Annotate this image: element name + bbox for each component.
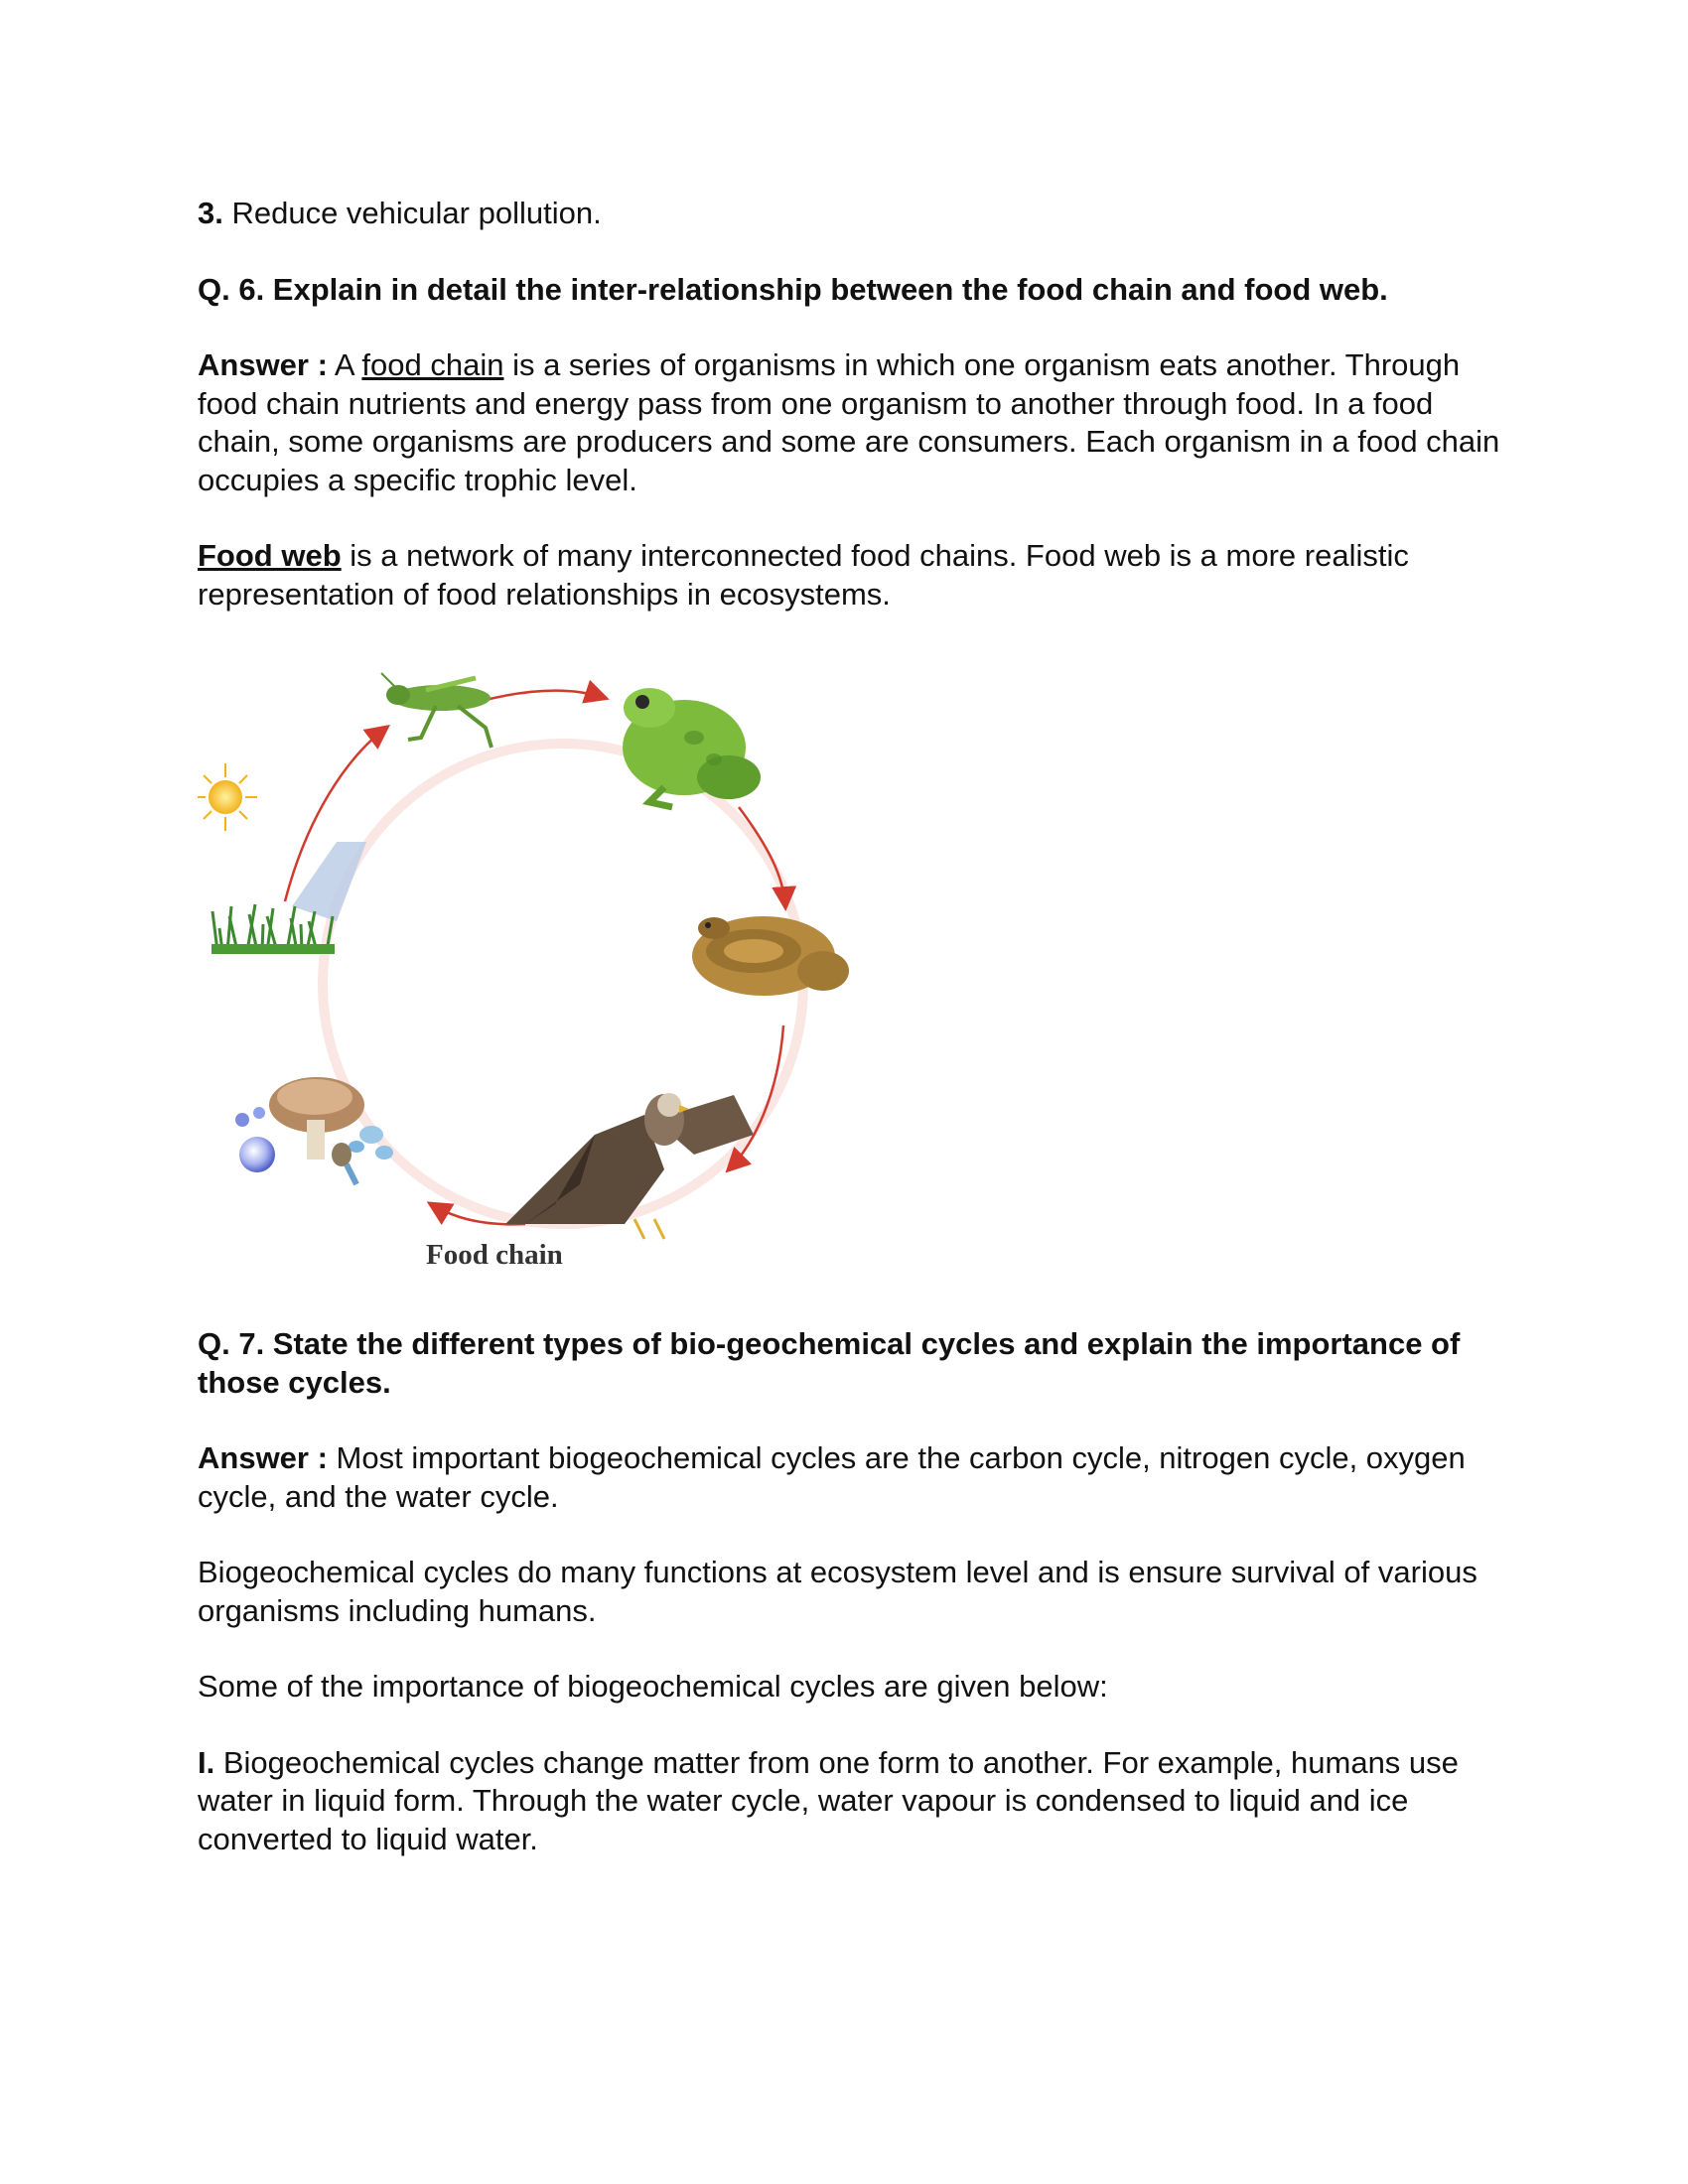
- answer-6-paragraph: [198, 346, 1508, 499]
- food-chain-link[interactable]: food chain: [361, 347, 504, 382]
- food-chain-diagram: [198, 668, 913, 1264]
- item-text: Reduce vehicular pollution.: [222, 196, 602, 230]
- item-number: I.: [198, 1744, 215, 1780]
- figure-caption: Food chain: [426, 1239, 563, 1271]
- list-item-3: [198, 195, 1508, 233]
- snake-icon: [692, 916, 849, 996]
- item-text: Biogeochemical cycles change matter from one form to another. For example, humans use water in liquid form. Through the water cycle, water vapour is condensed to liquid and ice converted to liquid water.: [198, 1744, 1459, 1856]
- frog-icon: [623, 688, 761, 807]
- arrow-grasshopper-to-frog: [486, 691, 605, 700]
- mushroom-decomposer-icon: [235, 1077, 393, 1184]
- question-7: Q. 7. State the different types of bio-geochemical cycles and explain the importance of those cycles.: [198, 1326, 1461, 1400]
- food-chain-figure: [198, 668, 913, 1284]
- grass-icon: [211, 904, 335, 954]
- document-page: [198, 195, 1508, 1858]
- list-item-i: [198, 1744, 1508, 1859]
- importance-intro-paragraph: Some of the importance of biogeochemical cycles are given below:: [198, 1669, 1108, 1704]
- answer-7-paragraph: [198, 1439, 1508, 1516]
- biogeochemical-paragraph: Biogeochemical cycles do many functions at ecosystem level and is ensure survival of various organisms including humans.: [198, 1555, 1477, 1628]
- food-web-text: is a network of many interconnected food chains. Food web is a more realistic representation of food relationships in ecosystems.: [198, 538, 1409, 612]
- answer-pre: A: [327, 347, 362, 382]
- answer-label: Answer :: [198, 1440, 328, 1475]
- grasshopper-icon: [381, 673, 492, 748]
- sun-icon: [198, 763, 257, 831]
- question-6: Q. 6. Explain in detail the inter-relationship between the food chain and food web.: [198, 271, 1388, 307]
- answer-text: is a series of organisms in which one organism eats another. Through food chain nutrients and energy pass from one organism to another through food. In a food chain, some organisms are producers and some are consumers. Each organism in a food chain occupies a specific trophic level.: [198, 347, 1500, 497]
- answer-text: Most important biogeochemical cycles are the carbon cycle, nitrogen cycle, oxygen cycle, and the water cycle.: [198, 1440, 1466, 1514]
- answer-label: Answer :: [198, 347, 328, 382]
- item-number: 3.: [198, 196, 223, 230]
- light-beam-icon: [292, 842, 366, 921]
- food-web-term: Food web: [198, 538, 342, 573]
- food-web-paragraph: [198, 537, 1508, 614]
